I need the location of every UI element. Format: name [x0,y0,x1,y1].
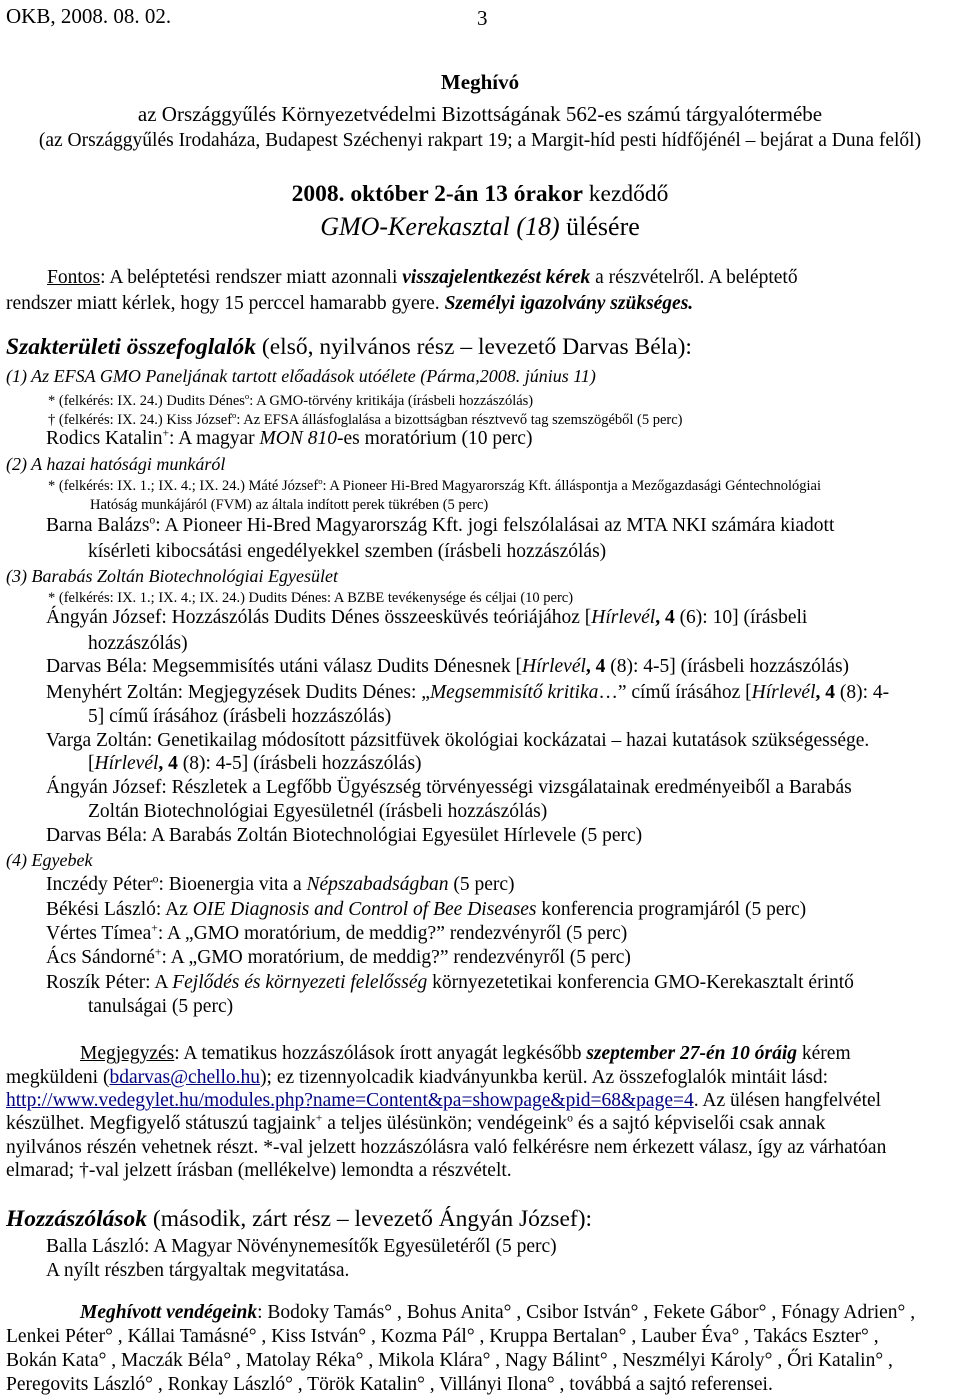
guests-line-1: Meghívott vendégeink: Bodoky Tamás° , Bohus Anita° , Csibor István° , Fekete Gábor° , Fónagy Adrien° , [80,1302,916,1323]
section1-item-11-cont: Zoltán Biotechnológiai Egyesületnél (írásbeli hozzászólás) [88,801,548,822]
page-number: 3 [477,6,488,30]
section1-subtitle-4: (4) Egyebek [6,850,93,870]
guests-line-4: Peregovits László° , Ronkay László° , Török Katalin° , Villányi Ilona° , továbbá a sajtó referensei. [6,1374,773,1395]
note-line-6: elmarad; †-val jelzett írásban (mellékelve) lemondta a részvételt. [6,1160,512,1181]
email-link[interactable]: bdarvas@chello.hu [109,1067,261,1088]
section1-subtitle-1: (1) Az EFSA GMO Paneljának tartott előadások utóélete (Párma,2008. június 11) [6,366,596,386]
section1-item-11: Ángyán József: Részletek a Legfőbb Ügyészség törvényességi vizsgálatainak eredményeiből a Barabás [46,777,852,798]
notice-line-1: Fontos: A beléptetési rendszer miatt azonnali visszajelentkezést kérek a részvételről. A beléptető [47,267,798,288]
section1-item-6: * (felkérés: IX. 1.; IX. 4.; IX. 24.) Dudits Dénes: A BZBE tevékenysége és céljai (10 perc) [48,590,574,606]
venue-line: az Országgyűlés Környezetvédelmi Bizottságának 562-es számú tárgyalótermébe [137,102,823,126]
section1-item-5-cont: kísérleti kibocsátási engedélyekkel szemben (írásbeli hozzászólás) [88,541,607,562]
section2-item-2: A nyílt részben tárgyaltak megvitatása. [46,1260,350,1281]
section1-item-4: * (felkérés: IX. 1.; IX. 4.; IX. 24.) Máté József$^o$: A Pioneer Hi-Bred Magyarország Kft. álláspontja a Mezőgazdasági Géntechnológiai [48,476,822,494]
note-line-5: nyilvános részén vehetnek részt. *-val jelzett hozzászólásra való felkérésre nem érkezett válasz, így az várhatóan [6,1137,887,1158]
section1-subtitle-3: (3) Barabás Zoltán Biotechnológiai Egyesület [6,566,338,586]
section1-item-1: * (felkérés: IX. 24.) Dudits Dénes$^o$: A GMO-törvény kritikája (írásbeli hozzászólás) [48,391,534,409]
section1-item-14: Békési László: Az OIE Diagnosis and Control of Bee Diseases konferencia programjáról (5 perc) [46,899,807,920]
section1-item-5: Barna Balázs$^o$: A Pioneer Hi-Bred Magyarország Kft. jogi felszólalásai az MTA NKI számára kiadott [46,513,835,536]
meeting-date: 2008. október 2-án 13 órakor kezdődő [291,181,669,207]
notice-line-2: rendszer miatt kérlek, hogy 15 perccel hamarabb gyere. Személyi igazolvány szükséges. [6,293,694,314]
section1-item-10: Varga Zoltán: Genetikailag módosított pázsitfüvek ökológiai kockázatai – hazai kutatások szükségessége. [46,730,870,751]
invitation-heading: Meghívó [440,70,520,94]
section1-item-4-cont: Hatóság munkájáról (FVM) az általa indított perek tükrében (5 perc) [90,497,489,513]
venue-address: (az Országgyűlés Irodaháza, Budapest Széchenyi rakpart 19; a Margit-híd pesti hídfőjénél – bejárat a Duna felől) [38,130,922,151]
note-line-4: készülhet. Megfigyelő státuszú tagjaink+ a teljes ülésünkön; vendégeink$^o$ és a sajtó képviselői csak annak [6,1111,826,1134]
section2-item-1: Balla László: A Magyar Növénynemesítők Egyesületéről (5 perc) [46,1236,557,1257]
section1-item-17-cont: tanulságai (5 perc) [88,996,234,1017]
section1-item-3: Rodics Katalin+: A magyar MON 810-es moratórium (10 perc) [46,426,533,449]
section1-item-9: Menyhért Zoltán: Megjegyzések Dudits Dénes: „Megsemmisítő kritika…” című írásához [Hírlevél, 4 (8): 4- [46,682,890,703]
vedegylet-link[interactable]: http://www.vedegylet.hu/modules.php?name=Content&pa=showpage&pid=68&page=4 [6,1090,694,1111]
guests-line-2: Lenkei Péter° , Kállai Tamásné° , Kiss István° , Kozma Pál° , Kruppa Bertalan° , Lauber Éva° , Takács Eszter° , [6,1326,879,1347]
section2-title: Hozzászólások (második, zárt rész – levezető Ángyán József): [6,1206,593,1232]
section1-item-9-cont: 5] című írásához (írásbeli hozzászólás) [88,706,392,727]
meeting-title: GMO-Kerekasztal (18) ülésére [320,212,640,241]
section1-title: Szakterületi összefoglalók (első, nyilvános rész – levezető Darvas Béla): [6,334,692,360]
section1-item-8: Darvas Béla: Megsemmisítés utáni válasz Dudits Dénesnek [Hírlevél, 4 (8): 4-5] (írásbeli hozzászólás) [46,656,850,677]
guests-line-3: Bokán Kata° , Maczák Béla° , Matolay Réka° , Mikola Klára° , Nagy Bálint° , Neszmélyi Károly° , Őri Katalin° , [6,1350,893,1371]
section1-item-15: Vértes Tímea+: A „GMO moratórium, de meddig?” rendezvényről (5 perc) [46,921,628,944]
note-line-3: http://www.vedegylet.hu/modules.php?name=Content&pa=showpage&pid=68&page=4. Az ülésen hangfelvétel [6,1090,882,1111]
section1-item-17: Roszík Péter: A Fejlődés és környezeti felelősség környezetetikai konferencia GMO-Kerekasztalt érintő [46,972,854,993]
section1-item-7-cont: hozzászólás) [88,633,188,654]
section1-subtitle-2: (2) A hazai hatósági munkáról [6,454,226,474]
section1-item-16: Ács Sándorné+: A „GMO moratórium, de meddig?” rendezvényről (5 perc) [46,945,631,968]
header-date: OKB, 2008. 08. 02. [6,4,172,28]
section1-item-7: Ángyán József: Hozzászólás Dudits Dénes összeesküvés teóriájához [Hírlevél, 4 (6): 10] (írásbeli [46,607,808,628]
section1-item-10-cont: [Hírlevél, 4 (8): 4-5] (írásbeli hozzászólás) [88,753,422,774]
section1-item-12: Darvas Béla: A Barabás Zoltán Biotechnológiai Egyesület Hírlevele (5 perc) [46,825,643,846]
note-line-1: Megjegyzés: A tematikus hozzászólások írott anyagát legkésőbb szeptember 27-én 10 óráig kérem [80,1043,851,1064]
section1-item-13: Inczédy Péter$^o$: Bioenergia vita a Népszabadságban (5 perc) [46,872,515,895]
note-line-2: megküldeni (bdarvas@chello.hu); ez tizennyolcadik kiadványunkba kerül. Az összefoglalók mintáit lásd: [6,1067,829,1088]
section1-item-2: † (felkérés: IX. 24.) Kiss József$^o$: Az EFSA állásfoglalása a bizottságban résztvevő tag szemszögéből (5 perc) [48,410,683,428]
